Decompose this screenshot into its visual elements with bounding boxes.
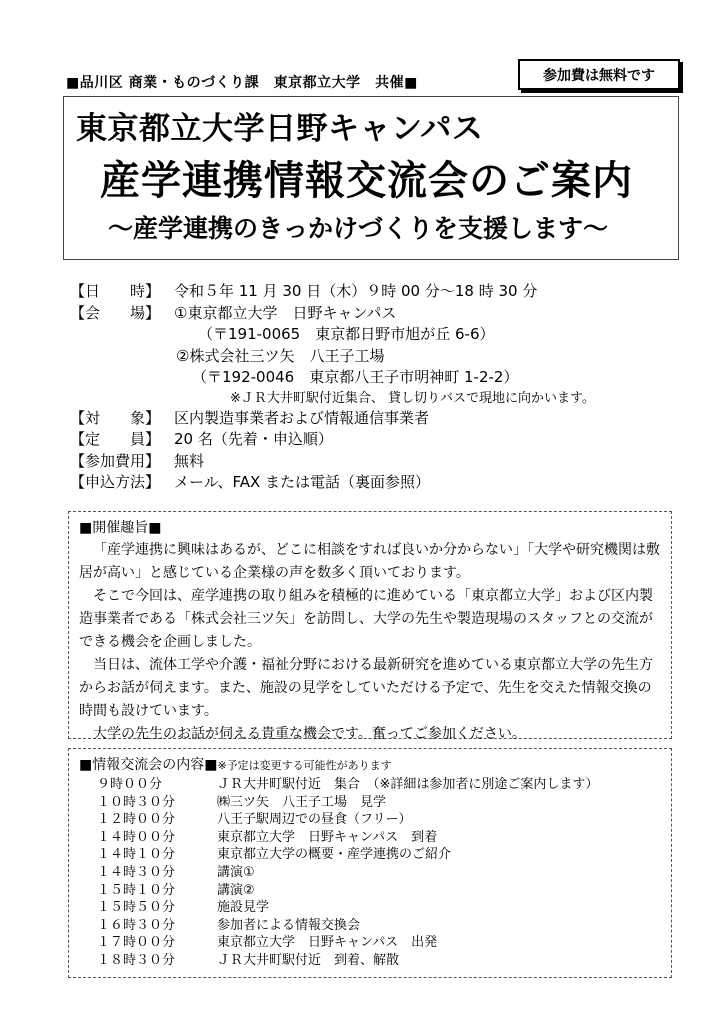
date-row [70, 281, 680, 303]
schedule-item: 参加者による情報交換会 [217, 917, 361, 933]
apply-row [70, 472, 680, 494]
schedule-time: １４時３０分 [97, 864, 176, 880]
schedule-item: ＪＲ大井町駅付近 集合 （※詳細は参加者に別途ご案内します） [217, 777, 599, 792]
venue-row [70, 303, 680, 325]
purpose-paragraph: 「産学連携に興味はあるが、どこに相談をすれば良いか分からない」「大学や研究機関は敷居が高い」と感じている企業様の声を数多く頂いております。 [79, 542, 660, 581]
schedule-row [79, 829, 663, 847]
schedule-row [79, 882, 663, 900]
schedule-row [79, 776, 663, 794]
schedule-item: 施設見学 [217, 900, 270, 916]
purpose-paragraph: そこで今回は、産学連携の取り組みを積極的に進めている「東京都立大学」および区内製造事業者である「株式会社三ツ矢」を訪問し、大学の先生や製造現場のスタッフとの交流ができる機会を企画しました。 [79, 588, 653, 650]
venue-1-address: （〒191-0065 東京都日野市旭が丘 6-6） [198, 325, 495, 343]
event-info [70, 281, 680, 494]
schedule-row [79, 952, 663, 970]
program-box [68, 748, 672, 978]
purpose-box [68, 511, 672, 742]
venue-2-address: （〒192-0046 東京都八王子市明神町 1-2-2） [192, 368, 519, 386]
schedule-row [79, 917, 663, 935]
fee-label: 【参加費用】 [70, 451, 161, 470]
schedule-time: １７時００分 [97, 935, 176, 951]
schedule-row [79, 811, 663, 829]
schedule-time: １４時１０分 [97, 847, 176, 863]
schedule-time: １２時００分 [97, 812, 176, 828]
purpose-heading: ■開催趣旨■ [79, 520, 162, 536]
purpose-paragraph: 当日は、流体工学や介護・福祉分野における最新研究を進めている東京都立大学の先生方からお話が伺えます。また、施設の見学をしていただける予定で、先生を交えた情報交換の時間も設けています。 [79, 657, 653, 719]
title-box [63, 96, 679, 260]
target-label: 【対 象】 [70, 408, 161, 427]
venue-label: 【会 場】 [70, 303, 161, 322]
venue-2: ②株式会社三ツ矢 八王子工場 [176, 346, 385, 365]
schedule-row [79, 846, 663, 864]
purpose-text [79, 539, 663, 746]
fee-value: 無料 [174, 451, 205, 470]
schedule-time: １５時５０分 [97, 900, 176, 916]
schedule-row [79, 899, 663, 917]
schedule-item: 東京都立大学 日野キャンパス 出発 [217, 935, 438, 951]
target-value: 区内製造事業者および情報通信事業者 [174, 408, 430, 427]
free-fee-badge: 参加費は無料です [518, 59, 680, 90]
campus-title: 東京都立大学日野キャンパス [76, 111, 484, 147]
schedule-row [79, 934, 663, 952]
schedule-list [79, 776, 663, 970]
schedule-item: 八王子駅周辺での昼食（フリー） [217, 812, 412, 828]
schedule-row [79, 864, 663, 882]
event-subtitle: ～産学連携のきっかけづくりを支援します～ [108, 214, 609, 243]
schedule-item: 講演① [217, 864, 255, 880]
schedule-item: 東京都立大学 日野キャンパス 到着 [217, 829, 438, 845]
schedule-item: 東京都立大学の概要・産学連携のご紹介 [217, 847, 452, 863]
schedule-time: １０時３０分 [97, 794, 176, 810]
program-heading-line [79, 755, 663, 776]
date-value: 令和５年 11 月 30 日（木）９時 00 分～18 時 30 分 [174, 282, 538, 300]
apply-label: 【申込方法】 [70, 473, 161, 491]
schedule-item: ＪＲ大井町駅付近 到着、解散 [217, 952, 400, 968]
date-label: 【日 時】 [70, 282, 161, 300]
schedule-item: ㈱三ツ矢 八王子工場 見学 [217, 794, 387, 810]
target-row [70, 408, 680, 430]
venue-1: ①東京都立大学 日野キャンパス [174, 303, 397, 322]
event-title: 産学連携情報交流会のご案内 [100, 158, 633, 204]
capacity-row [70, 429, 680, 451]
schedule-time: １６時３０分 [97, 917, 176, 933]
program-heading: ■情報交流会の内容■ [79, 757, 218, 773]
purpose-paragraph: 大学の先生のお話が伺える貴重な機会です。奮ってご参加ください。 [93, 726, 526, 742]
schedule-item: 講演② [217, 882, 255, 898]
capacity-label: 【定 員】 [70, 430, 161, 448]
apply-value: メール、FAX または電話（裏面参照） [174, 473, 431, 491]
fee-row [70, 451, 680, 473]
schedule-row [79, 794, 663, 812]
capacity-value: 20 名（先着・申込順） [174, 430, 333, 448]
schedule-time: １８時３０分 [97, 952, 176, 968]
program-note: ※予定は変更する可能性があります [217, 759, 392, 772]
sponsor-line: ■品川区 商業・ものづくり課 東京都立大学 共催■ [66, 75, 418, 91]
schedule-time: １４時００分 [97, 829, 176, 845]
schedule-time: １５時１０分 [97, 882, 176, 898]
venue-note: ※ＪＲ大井町駅付近集合、 貸し切りバスで現地に向かいます。 [230, 390, 595, 406]
schedule-time: ９時００分 [97, 777, 163, 792]
